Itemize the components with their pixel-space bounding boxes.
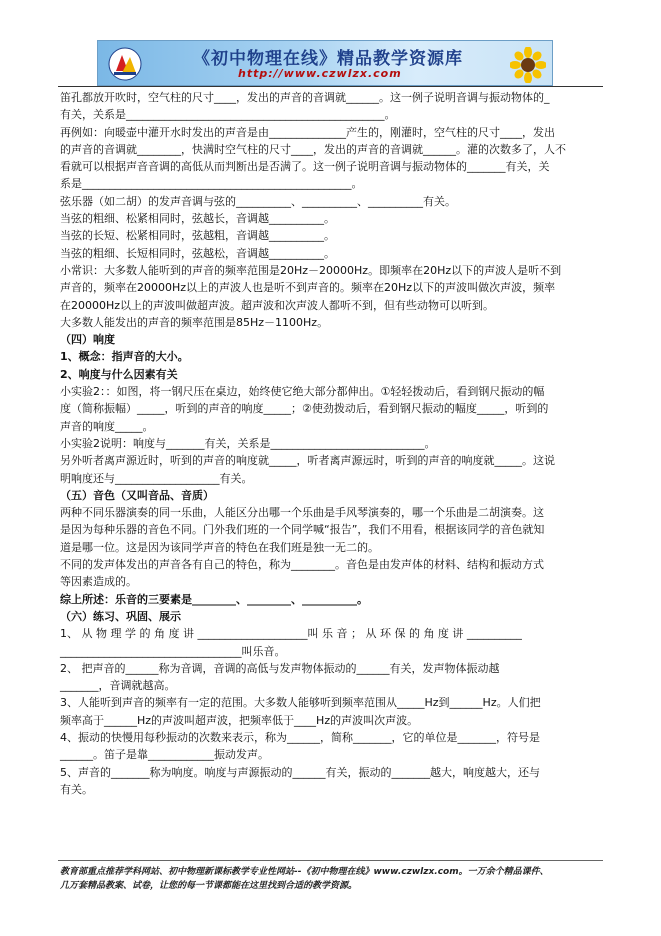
text-line: 5、声音的_______称为响度。响度与声源振动的______有关，振动的_______越大，响度越大，还与 — [60, 765, 540, 779]
page-footer — [60, 865, 605, 893]
sunflower-icon — [510, 47, 546, 83]
text-line: 系是_________________________________________________。 — [60, 177, 363, 191]
header-banner — [97, 40, 553, 86]
text-line: ______。笛子是靠____________振动发声。 — [60, 748, 269, 762]
text-line: 的声音的音调就________，快满时空气柱的尺寸____，发出的声音的音调就______。灌的次数多了，人不 — [60, 142, 566, 156]
text-line: 当弦的粗细、松紧相同时，弦越长，音调越__________。 — [60, 212, 335, 226]
text-line: 再例如：向暖壶中灌开水时发出的声音是由______________产生的，刚灌时，空气柱的尺寸____，发出 — [60, 125, 555, 139]
text-line: 道是哪一位。这是因为该同学声音的特色在我们班是独一无二的。 — [60, 540, 379, 554]
text-line: 小常识：大多数人能听到的声音的频率范围是20Hz－20000Hz。即频率在20Hz以下的声波人是听不到 — [60, 263, 562, 277]
text-line: 明响度还与___________________有关。 — [60, 471, 253, 485]
text-line: 在20000Hz以上的声波叫做超声波。超声波和次声波人都听不到，但有些动物可以听到。 — [60, 298, 495, 312]
text-line: 1、 从 物 理 学 的 角 度 讲 ____________________叫 乐 音 ； 从 环 保 的 角 度 讲 __________ — [60, 627, 522, 641]
text-line: 1、概念：指声音的大小。 — [60, 350, 189, 364]
text-line: 4、振动的快慢用每秒振动的次数来表示，称为______，简称_______，它的单位是_______，符号是 — [60, 730, 540, 744]
text-line: 度（简称振幅）_____，听到的声音的响度_____；②使劲拨动后，看到钢尺振动的幅度_____，听到的 — [60, 402, 549, 416]
text-line: _________________________________叫乐音。 — [60, 644, 286, 658]
text-line: 另外听者离声源近时，听到的声音的响度就_____，听者离声源远时，听到的声音的响度就_____。这说 — [60, 454, 555, 468]
text-line: 笛孔都放开吹时，空气柱的尺寸____，发出的声音的音调就______。这一例子说明音调与振动物体的_ — [60, 91, 550, 104]
text-line: 不同的发声体发出的声音各有自己的特色，称为________。音色是由发声体的材料、结构和振动方式 — [60, 558, 544, 572]
banner-url[interactable]: http://www.czwlzx.com — [238, 67, 402, 80]
header-divider — [58, 86, 603, 87]
text-line: 当弦的粗细、长短相同时，弦越松，音调越__________。 — [60, 246, 335, 260]
text-line: 小实验2说明：响度与_______有关，关系是____________________________。 — [60, 436, 436, 450]
text-line: 大多数人能发出的声音的频率范围是85Hz－1100Hz。 — [60, 315, 329, 329]
text-line: 声音的，频率在20000Hz以上的声波人也是听不到声音的。频率在20Hz以下的声波叫做次声波，频率 — [60, 281, 556, 295]
text-line: 小实验2：：如图，将一钢尺压在桌边，始终使它绝大部分都伸出。①轻轻拨动后，看到钢尺振动的幅 — [60, 385, 545, 399]
text-line: 有关，关系是_______________________________________________。 — [60, 108, 396, 122]
text-line: 是因为每种乐器的音色不同。门外我们班的一个同学喊“报告”，我们不用看，根据该同学的音色就知 — [60, 523, 545, 537]
footer-divider — [58, 860, 603, 861]
document-body — [60, 89, 600, 798]
section-heading: （六）练习、巩固、展示 — [60, 609, 181, 623]
site-logo-icon — [108, 47, 142, 81]
footer-line-1: 教育部重点推荐学科网站、初中物理新课标教学专业性网站--《初中物理在线》www.czwlzx.com。一万余个精品课件、 — [60, 867, 549, 877]
text-line: _______，音调就越高。 — [60, 679, 176, 693]
text-line: 弦乐器（如二胡）的发声音调与弦的__________、__________、__________有关。 — [60, 194, 456, 208]
text-line: 等因素造成的。 — [60, 575, 137, 589]
text-line: 声音的响度_____。 — [60, 419, 154, 433]
text-line: 看就可以根据声音音调的高低从而判断出是否满了。这一例子说明音调与振动物体的_______有关，关 — [60, 160, 550, 174]
text-line: 2、 把声音的______称为音调，音调的高低与发声物体振动的______有关，发声物体振动越 — [60, 661, 500, 675]
text-line: 2、响度与什么因素有关 — [60, 367, 178, 381]
text-line: 3、人能听到声音的频率有一定的范围。大多数人能够听到频率范围从_____Hz到______Hz。人们把 — [60, 696, 541, 710]
section-heading: （五）音色（又叫音品、音质） — [60, 488, 214, 502]
footer-line-2: 几万套精品教案、试卷，让您的每一节课都能在这里找到合适的教学资源。 — [60, 881, 358, 891]
text-line: 有关。 — [60, 782, 93, 796]
text-line: 当弦的长短、松紧相同时，弦越粗，音调越__________。 — [60, 229, 335, 243]
text-line: 频率高于______Hz的声波叫超声波，把频率低于____Hz的声波叫次声波。 — [60, 713, 419, 727]
banner-title: 《初中物理在线》精品教学资源库 — [193, 49, 463, 69]
text-line: 综上所述：乐音的三要素是________、________、__________。 — [60, 592, 368, 606]
text-line: 两种不同乐器演奏的同一乐曲，人能区分出哪一个乐曲是手风琴演奏的，哪一个乐曲是二胡演奏。这 — [60, 506, 544, 520]
section-heading: （四）响度 — [60, 333, 115, 347]
